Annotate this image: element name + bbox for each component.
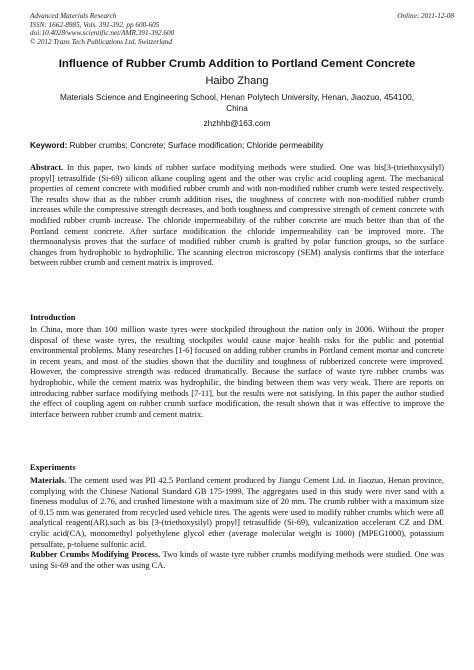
issn-line: ISSN: 1662-8985, Vols. 391-392, pp 600-605 [30, 20, 160, 29]
abstract [30, 163, 444, 269]
materials-text: The cement used was PII 42.5 Portland cement produced by Jiangu Cement Ltd. in Jiaozuo, Henan province, complying with the Chinese National Standard GB 175-1999, The aggregates used in this study were river sand with a fineness modulus of 2.76, and crushed limestone with a maximum size of 20 mm. The crumb rubber with a maximum size of 0.15 mm was generated from recycled used vehicle tires. The agents were used to modify rubber crumbs which were all analytical reagent(AR).such as bis [3-(triethoxysilyl) propyl] tetrasulfide (Si-69), vulcanization accelerant CZ and DM. crylic acid(CA), monomethyl polyethylene glycol ether (average molecular weight is 1000) (MPEG1000), potassium persulfate, p-toluene sulfonic acid. [30, 476, 444, 549]
affiliation-line: China [226, 103, 248, 113]
introduction-heading: Introduction [30, 313, 76, 322]
keywords-text: Rubber crumbs; Concrete; Surface modification; Chloride permeability [67, 141, 324, 150]
modifying-text: Two kinds of waste tyre rubber crumbs modifying methods were studied. One was using Si-69 and the other was using CA. [30, 550, 444, 570]
affiliation [42, 92, 432, 114]
doi-line: doi:10.4028/www.scientific.net/AMR.391-392.600 [30, 29, 175, 37]
introduction-text [30, 325, 444, 420]
journal-header [30, 12, 454, 46]
introduction-paragraph: In China, more than 100 million waste tyres were stockpiled throughout the nation only in 2006. Without the proper disposal of these waste tyres, the resulting stockpiles would cause major health risks for the public and potential environmental problems. Many researches [1-6] focused on adding rubber crumbs in Portland cement mortar and concrete in recent years, and most of the studies shown that the ductility and toughness of rubberized concrete were improved. However, the compressive strength was reduced dramatically. Because the surface of waste tyre rubber crumbs was hydrophobic, while the cement matrix was hydrophilic, the binding between them was very weak. There are reports on introducing rubber surface modifying methods [7-11], but the results were not satisfying. In this paper the author studied the effect of coupling agent on rubber crumb surface modification, the result shown that it was effective to improve the interface between rubber crumb and cement matrix. [30, 325, 444, 419]
copyright-line: © 2012 Trans Tech Publications Ltd, Switzerland [30, 37, 172, 46]
experiments-text [30, 476, 444, 571]
abstract-text: In this paper, two kinds of rubber surface modifying methods were studied. One was bis[3-(triethoxysilyl) propyl] tetrasulfide (Si-69) silicon alkane coupling agent and the other was crylic acid coupling agent. The mechanical properties of cement concrete with modified rubber crumb and with non-modified rubber crumb were tested respectively. The results show that as the rubber crumb addition rises, the toughness of concrete with non-modified rubber crumb increases while the compressive strength decreases, and both toughness and compressive strength of cement concrete with modified rubber crumb increase. The chloride impermeability of the rubber concrete are much better than that of the Portland cement concrete. After surface modification the chloride impermeability can be improved more. The thermoanalysis proves that the surface of modified rubber crumb is grafted by polar function groups, so the surface changes from hydrophobic to hydrophilic. The scanning electron microscopy (SEM) analysis confirms that the interface between rubber crumb and cement matrix is improved. [30, 163, 444, 268]
modifying-label: Rubber Crumbs Modifying Process. [30, 550, 161, 560]
author-name: Haibo Zhang [205, 75, 269, 87]
paper-title: Influence of Rubber Crumb Addition to Portland Cement Concrete [58, 58, 416, 70]
keywords [30, 141, 444, 150]
author-email: zhzhhb@163.com [203, 118, 271, 128]
materials-label: Materials. [30, 476, 67, 485]
experiments-heading: Experiments [30, 463, 76, 472]
affiliation-line: Materials Science and Engineering School, Henan Polytech University, Henan, Jiaozuo, 454100, [59, 92, 415, 102]
online-date: Online: 2011-12-08 [397, 12, 454, 20]
journal-name: Advanced Materials Research [30, 12, 117, 20]
abstract-label: Abstract. [30, 163, 64, 172]
keywords-label: Keyword: [30, 141, 68, 150]
